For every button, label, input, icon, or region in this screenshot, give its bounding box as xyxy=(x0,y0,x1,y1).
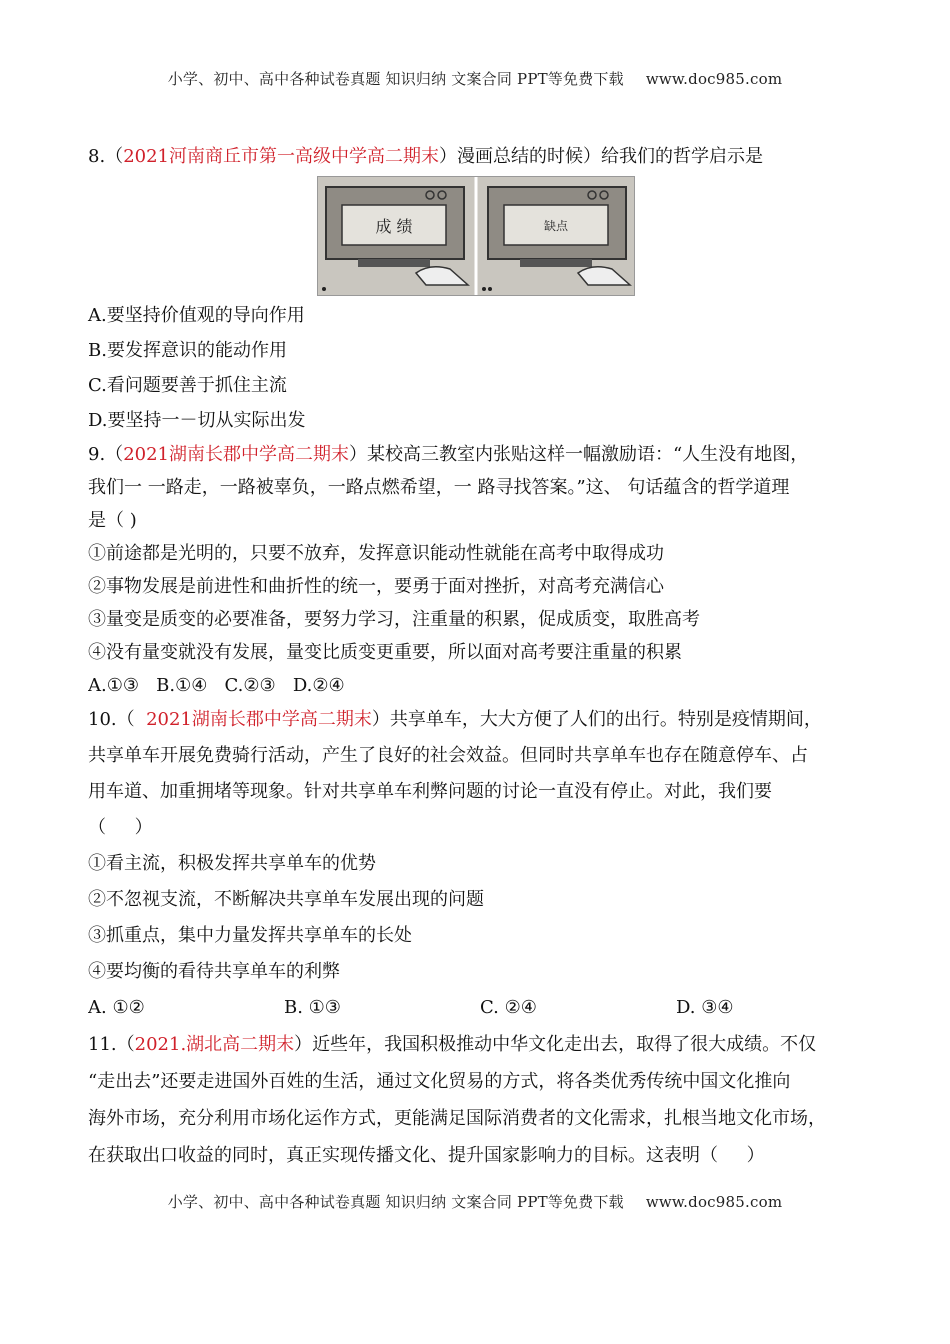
option-b: B.要发挥意识的能动作用 xyxy=(88,340,287,361)
question-stem: 8.（2021河南商丘市第一高级中学高二期末）漫画总结的时候）给我们的哲学启示是 xyxy=(88,146,763,167)
question-stem-line: 用车道、加重拥堵等现象。针对共享单车利弊问题的讨论一直没有停止。对此，我们要 xyxy=(88,781,772,802)
question-source: 2021湖南长郡中学高二期末 xyxy=(146,709,372,730)
question-stem-line: （ ） xyxy=(88,817,153,838)
statement-3: ③抓重点，集中力量发挥共享单车的长处 xyxy=(88,925,412,946)
header-site[interactable]: www.doc985.com xyxy=(645,70,783,88)
comic-image xyxy=(317,176,635,296)
comic-left-label: 成 绩 xyxy=(375,217,413,236)
statement-3: ③量变是质变的必要准备，要努力学习，注重量的积累，促成质变，取胜高考 xyxy=(88,609,700,630)
question-stem-line: 在获取出口收益的同时，真正实现传播文化、提升国家影响力的目标。这表明（ ） xyxy=(88,1145,765,1166)
question-stem-line: 是（ ) xyxy=(88,510,137,531)
statement-4: ④没有量变就没有发展，量变比质变更重要，所以面对高考要注重量的积累 xyxy=(88,642,682,663)
question-source: 2021湖南长郡中学高二期末 xyxy=(123,444,349,465)
page-footer xyxy=(0,1191,950,1212)
question-stem-line: 共享单车开展免费骑行活动，产生了良好的社会效益。但同时共享单车也存在随意停车、占 xyxy=(88,745,808,766)
option-c: C.看问题要善于抓住主流 xyxy=(88,375,287,396)
option-d: D.要坚持一－切从实际出发 xyxy=(88,410,306,431)
answer-choices xyxy=(88,990,872,1026)
question-9 xyxy=(88,438,872,702)
exam-content xyxy=(88,140,872,1174)
question-stem-line: 海外市场，充分利用市场化运作方式，更能满足国际消费者的文化需求，扎根当地文化市场， xyxy=(88,1108,826,1129)
question-source: 2021.湖北高二期末 xyxy=(134,1034,295,1055)
footer-site[interactable]: www.doc985.com xyxy=(645,1193,783,1211)
question-source: 2021河南商丘市第一高级中学高二期末 xyxy=(123,146,439,167)
comic-right-label: 缺点 xyxy=(543,219,569,233)
page-header xyxy=(0,68,950,89)
choice-a: A. ①② xyxy=(88,997,145,1018)
statement-2: ②不忽视支流，不断解决共享单车发展出现的问题 xyxy=(88,889,484,910)
question-11 xyxy=(88,1026,872,1174)
question-stem-line: 我们一 一路走，一路被辜负，一路点燃希望，一 路寻找答案。”这、 句话蕴含的哲学道理 xyxy=(88,477,790,498)
option-a: A.要坚持价值观的导向作用 xyxy=(88,305,305,326)
question-stem: 11.（2021.湖北高二期末）近些年，我国积极推动中华文化走出去，取得了很大成绩。不仅 xyxy=(88,1034,817,1055)
question-10 xyxy=(88,702,872,1026)
statement-2: ②事物发展是前进性和曲折性的统一，要勇于面对挫折，对高考充满信心 xyxy=(88,576,664,597)
footer-text: 小学、初中、高中各种试卷真题 知识归纳 文案合同 PPT等免费下载 xyxy=(167,1193,624,1211)
statement-4: ④要均衡的看待共享单车的利弊 xyxy=(88,961,340,982)
choice-c: C. ②④ xyxy=(480,997,537,1018)
statement-1: ①前途都是光明的，只要不放弃，发挥意识能动性就能在高考中取得成功 xyxy=(88,543,664,564)
choice-b: B. ①③ xyxy=(284,997,341,1018)
question-stem: 10.（ 2021湖南长郡中学高二期末）共享单车，大大方便了人们的出行。特别是疫情期间， xyxy=(88,709,822,730)
answer-choices: A.①③ B.①④ C.②③ D.②④ xyxy=(88,675,345,696)
question-stem: 9.（2021湖南长郡中学高二期末）某校高三教室内张贴这样一幅激励语：“人生没有地图， xyxy=(88,444,809,465)
choice-d: D. ③④ xyxy=(676,997,734,1018)
question-stem-line: “走出去”还要走进国外百姓的生活，通过文化贸易的方式，将各类优秀传统中国文化推向 xyxy=(88,1071,791,1092)
question-8 xyxy=(88,140,872,438)
header-text: 小学、初中、高中各种试卷真题 知识归纳 文案合同 PPT等免费下载 xyxy=(167,70,624,88)
statement-1: ①看主流，积极发挥共享单车的优势 xyxy=(88,853,376,874)
